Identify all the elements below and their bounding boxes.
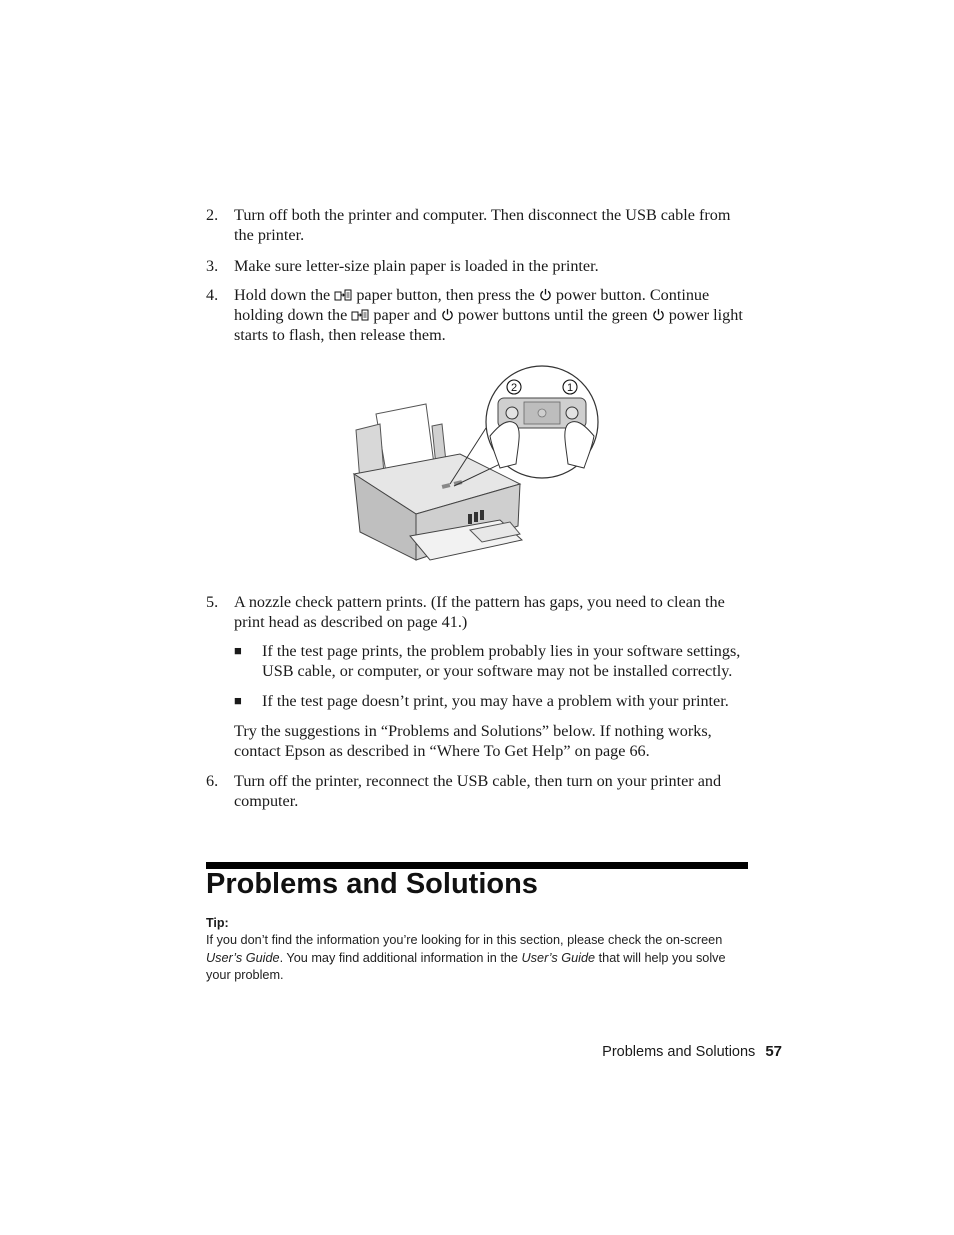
step-text: Make sure letter-size plain paper is loaded in the printer. (234, 257, 599, 275)
power-icon (441, 308, 454, 321)
paper-button-icon (334, 289, 352, 301)
step-text (234, 285, 751, 345)
step-text-part: paper button, then press the (356, 286, 535, 304)
tip-text-part: that will help you solve your problem. (206, 950, 726, 982)
bullet-marker: ■ (234, 693, 242, 708)
tip-label: Tip: (206, 916, 229, 930)
bullet-marker: ■ (234, 643, 242, 658)
tip-text (206, 932, 746, 985)
callout-1-label: 1 (566, 382, 574, 394)
suggestion-paragraph: Try the suggestions in “Problems and Solutions” below. If nothing works, contact Epson as described in “Where To Get Help” on page 66. (234, 722, 712, 760)
step-text: A nozzle check pattern prints. (If the pattern has gaps, you need to clean the print head as described on page 41.) (234, 593, 725, 631)
tip-text-part: If you don’t find the information you’re looking for in this section, please check the on-screen (206, 933, 723, 947)
page-number: 57 (765, 1043, 782, 1060)
step-4 (206, 285, 751, 345)
step-text-part: Hold down the (234, 286, 331, 304)
step-text-part: paper and (373, 306, 437, 324)
users-guide-ref: User’s Guide (521, 950, 596, 965)
tip-text-part: . You may find additional information in the (279, 950, 518, 965)
section-heading: Problems and Solutions (206, 868, 538, 900)
footer-title: Problems and Solutions (602, 1044, 756, 1060)
bullet-text: If the test page doesn’t print, you may have a problem with your printer. (262, 692, 729, 710)
callout-2-label: 2 (510, 382, 518, 394)
power-icon (539, 288, 552, 301)
step-number: 3. (206, 257, 219, 275)
page-footer (560, 1043, 782, 1060)
paper-button-icon (351, 309, 369, 321)
step-6 (206, 771, 751, 811)
step-text-part: power button. Continue holding down the (234, 286, 710, 324)
step-5 (206, 592, 751, 632)
step-number: 4. (206, 286, 219, 304)
step-3 (206, 256, 751, 276)
bullet-item (234, 691, 749, 711)
step-number: 6. (206, 772, 219, 790)
step-number: 5. (206, 593, 219, 611)
power-icon (652, 308, 665, 321)
step-text: Turn off both the printer and computer. Then disconnect the USB cable from the printer. (234, 206, 731, 244)
step-2 (206, 205, 751, 245)
bullet-text: If the test page prints, the problem probably lies in your software settings, USB cable, or computer, or your software may not be installed correctly. (262, 642, 741, 680)
printer-illustration (350, 364, 602, 570)
step-number: 2. (206, 206, 219, 224)
users-guide-ref: User’s Guide (206, 950, 280, 965)
step-text: Turn off the printer, reconnect the USB cable, then turn on your printer and computer. (234, 772, 722, 810)
step-text-part: power buttons until the green (457, 306, 648, 324)
step-text-part: power light starts to flash, then release them. (234, 306, 743, 344)
bullet-item (234, 641, 749, 681)
